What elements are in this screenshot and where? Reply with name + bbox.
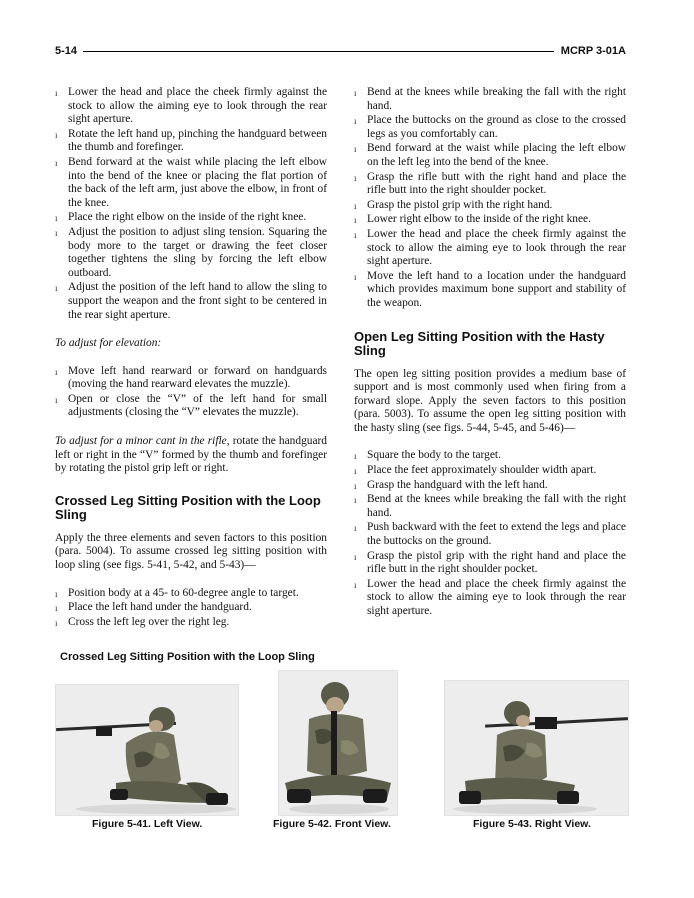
- list-item: ı Move the left hand to a location under the handguard which provides maximum bone support and stability of the weapon.: [354, 270, 626, 311]
- list-item: ı Grasp the pistol grip with the right hand.: [354, 199, 626, 213]
- figure-5-41-photo: [55, 684, 239, 816]
- crossed-leg-steps: [55, 587, 327, 630]
- list-item: ı Lower right elbow to the inside of the right knee.: [354, 213, 626, 227]
- list-item: ı Place the left hand under the handguard.: [55, 601, 327, 615]
- figure-group-heading: Crossed Leg Sitting Position with the Loop Sling: [60, 651, 315, 663]
- publication-id: MCRP 3-01A: [560, 45, 626, 57]
- list-item: ı Lower the head and place the cheek firmly against the stock to allow the aiming eye to look through the rear sight aperture.: [354, 578, 626, 619]
- list-item: ı Lower the head and place the cheek firmly against the stock to allow the aiming eye to look through the rear sight aperture.: [354, 228, 626, 269]
- header-rule: [83, 51, 554, 52]
- list-item: ı Place the buttocks on the ground as close to the crossed legs as you comfortably can.: [354, 114, 626, 141]
- elevation-label: To adjust for elevation:: [55, 337, 162, 350]
- crossed-leg-intro: Apply the three elements and seven factors to this position (para. 5004). To assume crossed leg sitting position with loop sling (see figs. 5-41, 5-42, and 5-43)—: [55, 531, 327, 572]
- soldier-right-view-illustration: [445, 681, 628, 815]
- list-item: ı Bend forward at the waist while placing the left elbow into the bend of the knee or placing the flat portion of the back of the left arm, just above the elbow, in front of the knee.: [55, 156, 327, 210]
- soldier-front-view-illustration: [279, 671, 397, 815]
- list-item: ı Bend at the knees while breaking the fall with the right hand.: [354, 86, 626, 113]
- list-item: ı Adjust the position to adjust sling tension. Squaring the body more to the target or drawing the feet closer together tightens the sling by forcing the left elbow outboard.: [55, 226, 327, 280]
- open-leg-steps: [354, 449, 626, 618]
- open-leg-intro: The open leg sitting position provides a medium base of support and is most commonly used when firing from a forward slope. Apply the seven factors to this position (para. 5003). To assume the open leg sitting position with the hasty sling (see figs. 5-44, 5-45, and 5-46)—: [354, 367, 626, 434]
- cant-text: , rotate the handguard left or right in the “V” formed by the thumb and forefinger by rotating the pistol grip left or right.: [55, 435, 328, 475]
- left-column: [55, 86, 327, 630]
- figure-5-42-caption: Figure 5-42. Front View.: [273, 818, 391, 830]
- cant-italic-lead: To adjust for a minor cant in the rifle: [55, 435, 227, 448]
- list-item: ı Position body at a 45- to 60-degree angle to target.: [55, 587, 327, 601]
- list-item: ı Move left hand rearward or forward on handguards (moving the hand rearward elevates the muzzle).: [55, 365, 327, 392]
- list-item: ı Rotate the left hand up, pinching the handguard between the thumb and forefinger.: [55, 128, 327, 155]
- list-item: ı Grasp the rifle butt with the right hand and place the rifle butt into the right shoulder pocket.: [354, 171, 626, 198]
- crossed-leg-section-title: Crossed Leg Sitting Position with the Loop Sling: [55, 492, 321, 522]
- list-item: ı Open or close the “V” of the left hand for small adjustments (closing the “V” elevates the muzzle).: [55, 393, 327, 420]
- right-column: [354, 86, 626, 620]
- list-item: ı Bend at the knees while breaking the fall with the right hand.: [354, 493, 626, 520]
- figure-5-43-caption: Figure 5-43. Right View.: [473, 818, 591, 830]
- page-header: [55, 44, 626, 60]
- soldier-left-view-illustration: [56, 685, 238, 815]
- elevation-steps: [55, 365, 327, 420]
- cant-paragraph: [55, 435, 327, 476]
- list-item: ı Push backward with the feet to extend the legs and place the buttocks on the ground.: [354, 521, 626, 548]
- list-item: ı Square the body to the target.: [354, 449, 626, 463]
- list-item: ı Place the feet approximately shoulder width apart.: [354, 464, 626, 478]
- figure-5-41-caption: Figure 5-41. Left View.: [92, 818, 203, 830]
- list-item: ı Adjust the position of the left hand to allow the sling to support the weapon and the front sight to be centered in the rear sight aperture.: [55, 281, 327, 322]
- list-item: ı Cross the left leg over the right leg.: [55, 616, 327, 630]
- list-item: ı Lower the head and place the cheek firmly against the stock to allow the aiming eye to look through the rear sight aperture.: [55, 86, 327, 127]
- list-item: ı Grasp the pistol grip with the right hand and place the rifle butt in the right shoulder pocket.: [354, 550, 626, 577]
- page-number: 5-14: [55, 45, 78, 57]
- list-item: ı Bend forward at the waist while placing the left elbow on the left leg into the bend of the knee.: [354, 142, 626, 169]
- list-item: ı Place the right elbow on the inside of the right knee.: [55, 211, 327, 225]
- list-item: ı Grasp the handguard with the left hand.: [354, 479, 626, 493]
- crossed-leg-steps-continued: [55, 86, 327, 322]
- open-leg-section-title: Open Leg Sitting Position with the Hasty Sling: [354, 328, 605, 358]
- figure-5-42-photo: [278, 670, 398, 816]
- crossed-leg-steps-right: [354, 86, 626, 311]
- figure-5-43-photo: [444, 680, 629, 816]
